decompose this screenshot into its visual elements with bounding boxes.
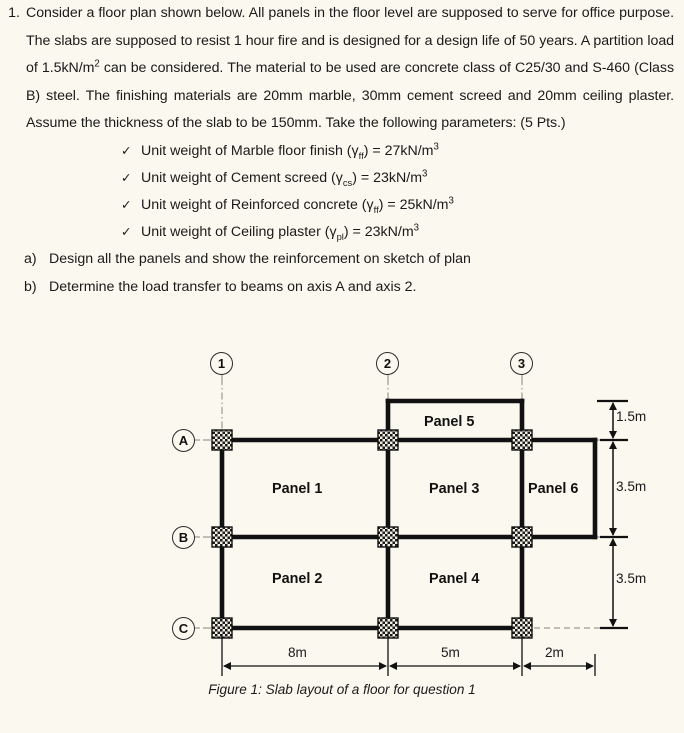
column-markers (212, 430, 532, 638)
parameter-item (0, 138, 684, 165)
horizontal-dimension-lines (222, 634, 595, 676)
column-b1 (212, 527, 232, 547)
paragraph-part-2: can be considered. The material to be used are concrete class of C25/30 and S-460 (Class B) steel. The finishing materials are 20mm marble, 30mm cement screed and 20mm ceiling plaster. Assume the thickness of the slab to be 150mm. Take the following parameters: (5 Pts.) (26, 60, 674, 131)
parameter-item (0, 165, 684, 192)
checkmark-icon: ✓ (121, 225, 132, 240)
sub-question-b (0, 274, 684, 302)
parameter-text (141, 165, 427, 192)
sub-question-text: Design all the panels and show the reinforcement on sketch of plan (49, 251, 471, 268)
dimension-label-5m: 5m (441, 645, 460, 660)
sub-question-text: Determine the load transfer to beams on axis A and axis 2. (49, 278, 417, 295)
column-a3 (512, 430, 532, 450)
beam-lines (222, 401, 595, 628)
panel-label-2: Panel 2 (272, 571, 323, 587)
parameter-text (141, 192, 454, 219)
dimension-label-3-5m-lower: 3.5m (616, 571, 647, 586)
parameter-suffix: ) = 25kN/m (378, 196, 449, 213)
parameter-text (141, 219, 419, 246)
parameter-superscript: 3 (422, 167, 428, 179)
dimension-label-8m: 8m (288, 645, 307, 660)
floor-plan-drawing (0, 349, 684, 679)
question-row (0, 0, 684, 138)
figure-caption: Figure 1: Slab layout of a floor for question 1 (208, 682, 476, 697)
dimension-label-3-5m-upper: 3.5m (616, 479, 647, 494)
paragraph-superscript: 2 (94, 58, 100, 70)
paragraph-part-1: Consider a floor plan shown below. All panels in the floor level are supposed to serve for office purpose. The slabs are supposed to resist 1 hour fire and is designed for a design life of 50 years. A partition load of 1.5kN/m (26, 5, 674, 76)
panel-label-5: Panel 5 (424, 414, 475, 430)
grid-bubble-2: 2 (376, 352, 399, 375)
question-body (26, 0, 684, 138)
parameter-subscript: ff (358, 150, 364, 161)
sub-question-a (0, 246, 684, 274)
grid-bubble-b: B (172, 526, 195, 549)
sub-question-list (0, 246, 684, 301)
question-paragraph (26, 0, 674, 138)
dimension-label-2m: 2m (545, 645, 564, 660)
checkmark-icon: ✓ (121, 143, 132, 158)
parameter-prefix: Unit weight of Cement screed (γ (141, 169, 343, 186)
panel-label-1: Panel 1 (272, 481, 323, 497)
panel-label-6: Panel 6 (528, 481, 579, 497)
parameter-prefix: Unit weight of Marble floor finish (γ (141, 142, 359, 159)
column-a1 (212, 430, 232, 450)
checkmark-icon: ✓ (121, 170, 132, 185)
dimension-label-1-5m: 1.5m (616, 409, 647, 424)
panel-label-3: Panel 3 (429, 481, 480, 497)
parameter-suffix: ) = 23kN/m (352, 169, 423, 186)
parameter-subscript: cs (342, 177, 353, 188)
grid-bubble-c: C (172, 617, 195, 640)
parameter-item (0, 192, 684, 219)
parameter-suffix: ) = 23kN/m (343, 224, 414, 241)
parameter-suffix: ) = 27kN/m (363, 142, 434, 159)
sub-question-label: a) (24, 251, 37, 268)
parameter-text (141, 138, 439, 165)
floor-plan-figure (0, 349, 684, 733)
grid-bubble-3: 3 (510, 352, 533, 375)
parameter-list (0, 138, 684, 247)
column-b2 (378, 527, 398, 547)
column-b3 (512, 527, 532, 547)
parameter-superscript: 3 (433, 140, 439, 152)
parameter-subscript: pl (336, 231, 344, 242)
grid-lines-horizontal (184, 440, 622, 628)
parameter-prefix: Unit weight of Ceiling plaster (γ (141, 224, 337, 241)
column-a2 (378, 430, 398, 450)
question-block (0, 0, 684, 301)
grid-lines-vertical (222, 378, 522, 646)
sub-question-label: b) (24, 278, 37, 295)
parameter-prefix: Unit weight of Reinforced concrete (γ (141, 196, 374, 213)
parameter-item (0, 219, 684, 246)
parameter-superscript: 3 (448, 195, 454, 207)
parameter-subscript: ff (373, 204, 379, 215)
checkmark-icon: ✓ (121, 197, 132, 212)
panel-label-4: Panel 4 (429, 571, 480, 587)
grid-bubble-a: A (172, 429, 195, 452)
grid-bubble-1: 1 (210, 352, 233, 375)
parameter-superscript: 3 (413, 222, 420, 234)
question-number: 1. (8, 5, 20, 21)
